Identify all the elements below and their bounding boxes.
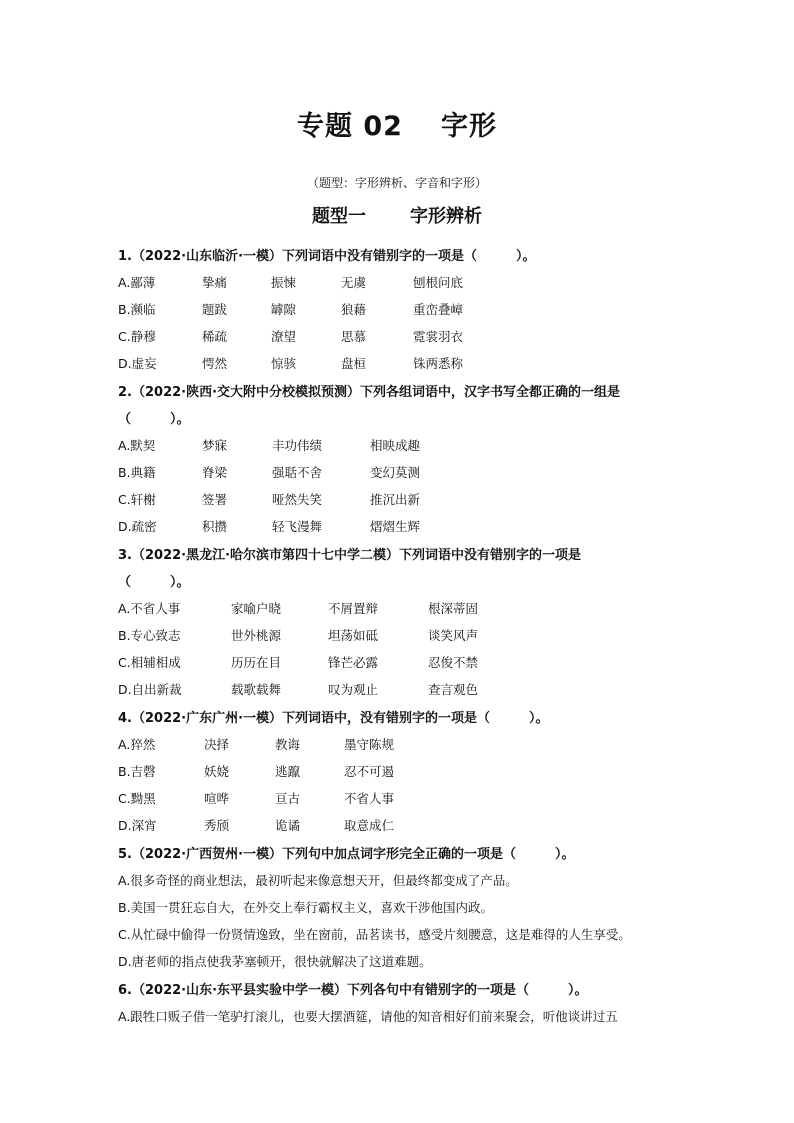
option-word: 根深蒂固	[428, 601, 479, 616]
option-word: 稀疏	[202, 329, 228, 344]
option-word: 教诲	[275, 737, 301, 752]
question-5-option-d: D.唐老师的指点使我茅塞顿开，很快就解决了这道难题。	[118, 954, 432, 969]
option-word: 铢两悉称	[413, 356, 464, 371]
option-word: 决择	[204, 737, 230, 752]
option-word: 轻飞漫舞	[272, 519, 323, 534]
section-heading-number: 题型一	[312, 206, 366, 227]
option-word: 狼藉	[341, 302, 367, 317]
option-word: 哑然失笑	[272, 492, 323, 507]
option-word: 忍俊不禁	[428, 655, 479, 670]
option-word: 愕然	[202, 356, 228, 371]
option-word: 潦望	[271, 329, 297, 344]
option-word: 刨根问底	[413, 275, 464, 290]
option-word: 签署	[202, 492, 228, 507]
option-word: 盘桓	[341, 356, 367, 371]
option-word: 诡谲	[275, 818, 301, 833]
option-word: 妖娆	[204, 764, 230, 779]
section-heading-name: 字形辨析	[410, 206, 482, 227]
option-word: 秀颀	[204, 818, 230, 833]
option-word: 亘古	[275, 791, 301, 806]
option-word: A.默契	[118, 438, 156, 453]
option-word: C.相辅相成	[118, 655, 181, 670]
option-word: B.吉磬	[118, 764, 156, 779]
question-2-stem: 2.（2022·陕西·交大附中分校模拟预测）下列各组词语中，汉字书写全都正确的一组是	[118, 385, 621, 400]
option-word: 熠熠生辉	[370, 519, 421, 534]
option-word: 挚痛	[202, 275, 228, 290]
option-word: B.专心致志	[118, 628, 181, 643]
option-word: 历历在目	[231, 655, 282, 670]
question-6-option-a: A.跟牲口贩子借一笔驴打滚儿，也要大摆酒筵，请他的知音相好们前来聚会，听他谈讲过五	[118, 1009, 618, 1024]
question-5-option-a: A.很多奇怪的商业想法，最初听起来像意想天开，但最终都变成了产品。	[118, 873, 518, 888]
section-heading	[0, 202, 794, 228]
option-word: 思慕	[341, 329, 367, 344]
option-word: 忍不可遏	[344, 764, 395, 779]
option-word: B.濒临	[118, 302, 156, 317]
option-word: 重峦叠嶂	[413, 302, 464, 317]
option-word: C.黝黑	[118, 791, 156, 806]
option-word: 相映成趣	[370, 438, 421, 453]
question-5-stem: 5.（2022·广西贺州·一模）下列句中加点词字形完全正确的一项是（ ）。	[118, 847, 575, 862]
option-word: 积攒	[202, 519, 228, 534]
option-word: 霓裳羽衣	[413, 329, 464, 344]
option-word: 丰功伟绩	[272, 438, 323, 453]
page-subtitle: （题型：字形辨析、字音和字形）	[306, 176, 487, 190]
option-word: 谈笑风声	[428, 628, 479, 643]
option-word: 家喻户晓	[231, 601, 282, 616]
question-4-stem: 4.（2022·广东广州·一模）下列词语中，没有错别字的一项是（ ）。	[118, 711, 549, 726]
option-word: 载歌载舞	[231, 682, 282, 697]
option-word: A.猝然	[118, 737, 156, 752]
option-word: 叹为观止	[328, 682, 379, 697]
option-word: 墨守陈规	[344, 737, 395, 752]
option-word: 锋芒必露	[328, 655, 379, 670]
option-word: 逃躥	[275, 764, 301, 779]
option-word: 强聒不舍	[272, 465, 323, 480]
question-6-stem: 6.（2022·山东·东平县实验中学一模）下列各句中有错别字的一项是（ ）。	[118, 983, 588, 998]
option-word: D.深宵	[118, 818, 157, 833]
question-3-stem-cont: （ ）。	[118, 575, 190, 590]
question-3-stem: 3.（2022·黑龙江·哈尔滨市第四十七中学二模）下列词语中没有错别字的一项是	[118, 548, 582, 563]
option-word: D.虚妄	[118, 356, 157, 371]
option-word: 惊骇	[271, 356, 297, 371]
question-2-stem-cont: （ ）。	[118, 412, 190, 427]
option-word: A.鄙薄	[118, 275, 156, 290]
option-word: 脊梁	[202, 465, 228, 480]
option-word: D.疏密	[118, 519, 157, 534]
option-word: 罅隙	[271, 302, 297, 317]
option-word: 推沉出新	[370, 492, 421, 507]
page-title	[0, 104, 794, 143]
option-word: B.典籍	[118, 465, 156, 480]
option-word: 不屑置辩	[328, 601, 379, 616]
option-word: 查言观色	[428, 682, 479, 697]
question-5-option-c: C.从忙碌中偷得一份贤情逸致，坐在窗前，品茗读书，感受片刻腰意，这是难得的人生享受。	[118, 927, 631, 942]
title-topic-number: 专题 02	[297, 111, 403, 142]
question-1-stem: 1.（2022·山东临沂·一模）下列词语中没有错别字的一项是（ ）。	[118, 249, 536, 264]
option-word: 变幻莫测	[370, 465, 421, 480]
option-word: 取意成仁	[344, 818, 395, 833]
option-word: 梦寐	[202, 438, 228, 453]
option-word: 无虞	[341, 275, 367, 290]
option-word: 坦荡如砥	[328, 628, 379, 643]
option-word: 振悚	[271, 275, 297, 290]
option-word: C.轩榭	[118, 492, 156, 507]
title-topic-name: 字形	[440, 111, 497, 142]
option-word: C.静穆	[118, 329, 156, 344]
option-word: 喧哗	[204, 791, 230, 806]
option-word: A.不省人事	[118, 601, 181, 616]
option-word: D.自出新裁	[118, 682, 182, 697]
option-word: 题跋	[202, 302, 228, 317]
question-5-option-b: B.美国一贯狂忘自大，在外交上奉行霸权主义，喜欢干涉他国内政。	[118, 900, 494, 915]
option-word: 不省人事	[344, 791, 395, 806]
option-word: 世外桃源	[231, 628, 282, 643]
